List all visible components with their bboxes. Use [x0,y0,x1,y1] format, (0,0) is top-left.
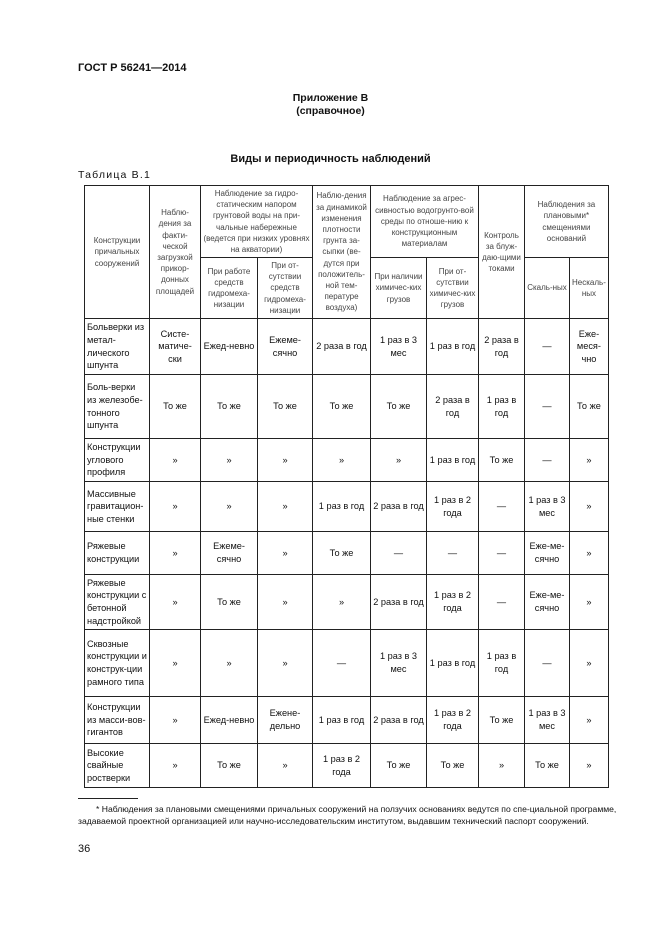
cell: То же [427,744,479,788]
row-name: Конструкции углового профиля [85,439,150,482]
row-name: Больверки из метал-лического шпунта [85,319,150,375]
cell: То же [479,697,525,744]
table-row [85,575,609,630]
table-row [85,630,609,697]
cell: » [258,439,313,482]
cell: — [479,575,525,630]
header-chem-absent: При от-сутствии химичес-ких грузов [427,258,479,319]
cell: Еже-меся-чно [570,319,609,375]
cell: — [479,532,525,575]
table-row [85,439,609,482]
header-hydromech-off: При от-сутствии средств гидромеха-низации [258,258,313,319]
cell: » [201,482,258,532]
table-row [85,482,609,532]
header-load: Наблю-дения за факти-ческой загрузкой прикор-донных площадей [150,186,201,319]
cell: » [479,744,525,788]
cell: » [258,630,313,697]
cell: То же [313,375,371,439]
appendix-subtitle: (справочное) [296,105,365,117]
cell: — [525,375,570,439]
cell: 2 раза в год [479,319,525,375]
cell: » [570,630,609,697]
cell: » [313,439,371,482]
footnote-divider [78,798,138,799]
cell: » [201,630,258,697]
cell: 2 раза в год [371,575,427,630]
cell: То же [570,375,609,439]
header-chem-present: При наличии химичес-ких грузов [371,258,427,319]
cell: » [570,697,609,744]
cell: 1 раз в год [479,375,525,439]
cell: » [570,744,609,788]
cell: Ежед-невно [201,697,258,744]
table-label: Таблица В.1 [78,169,152,181]
header-density: Наблю-дения за динамикой изменения плотности грунта за-сыпки (ве-дутся при положитель-ной тем-пературе воздуха) [313,186,371,319]
row-name: Ряжевые конструкции [85,532,150,575]
table-row [85,744,609,788]
cell: Ежеме-сячно [201,532,258,575]
cell: То же [371,744,427,788]
header-structures: Конструкции причальных сооружений [85,186,150,319]
cell: 2 раза в год [427,375,479,439]
cell: 1 раз в 2 года [313,744,371,788]
cell: 1 раз в 3 мес [371,319,427,375]
cell: » [371,439,427,482]
cell: 1 раз в год [479,630,525,697]
cell: 1 раз в год [427,319,479,375]
cell: То же [201,575,258,630]
header-nonrock: Нескаль-ных [570,258,609,319]
cell: — [525,319,570,375]
cell: То же [313,532,371,575]
cell: 2 раза в год [371,482,427,532]
row-name: Сквозные конструкции и конструк-ции рамного типа [85,630,150,697]
cell: То же [150,375,201,439]
cell: 1 раз в 3 мес [525,697,570,744]
table-row [85,319,609,375]
cell: Ежед-невно [201,319,258,375]
row-name: Конструкции из масси-вов-гигантов [85,697,150,744]
cell: То же [525,744,570,788]
cell: 1 раз в год [427,439,479,482]
standard-header: ГОСТ Р 56241—2014 [78,62,187,74]
cell: 1 раз в 2 года [427,482,479,532]
cell: 1 раз в 3 мес [525,482,570,532]
cell: 2 раза в год [371,697,427,744]
cell: — [525,439,570,482]
row-name: Высокие свайные ростверки [85,744,150,788]
cell: » [150,697,201,744]
row-name: Боль-верки из железобе-тонного шпунта [85,375,150,439]
cell: » [258,482,313,532]
cell: То же [258,375,313,439]
cell: » [570,439,609,482]
cell: 1 раз в 3 мес [371,630,427,697]
table-title: Виды и периодичность наблюдений [230,153,431,165]
cell: То же [201,744,258,788]
page-number: 36 [78,843,91,855]
cell: 1 раз в 2 года [427,697,479,744]
row-name: Массивные гравитацион-ные стенки [85,482,150,532]
header-rock: Скаль-ных [525,258,570,319]
cell: » [150,630,201,697]
cell: » [258,575,313,630]
cell: 1 раз в год [427,630,479,697]
cell: 2 раза в год [313,319,371,375]
cell: » [201,439,258,482]
header-displacement: Наблюдения за плановыми* смещениями оснований [525,186,609,258]
cell: То же [201,375,258,439]
header-groundwater: Наблюдение за гидро-статическим напором грунтовой воды на при-чальные набережные (ведется при низких уровнях на акватории) [201,186,313,258]
appendix-heading [0,92,661,118]
table-row [85,697,609,744]
cell: » [570,532,609,575]
cell: Систе-матиче-ски [150,319,201,375]
cell: » [150,575,201,630]
cell: » [313,575,371,630]
row-name: Ряжевые конструкции с бетонной надстройкой [85,575,150,630]
cell: Ежене-дельно [258,697,313,744]
cell: » [258,744,313,788]
cell: 1 раз в год [313,697,371,744]
cell: — [525,630,570,697]
cell: Ежеме-сячно [258,319,313,375]
cell: » [258,532,313,575]
appendix-title: Приложение В [292,92,369,104]
header-aggressiveness: Наблюдение за агрес-сивностью водогрунто-вой среды по отноше-нию к конструкционным материалам [371,186,479,258]
cell: То же [479,439,525,482]
cell: — [479,482,525,532]
cell: 1 раз в год [313,482,371,532]
header-stray-currents: Контроль за блуж-даю-щими токами [479,186,525,319]
cell: » [570,482,609,532]
cell: » [150,744,201,788]
table-row [85,532,609,575]
cell: » [150,482,201,532]
cell: — [313,630,371,697]
table-row [85,375,609,439]
cell: — [371,532,427,575]
cell: » [150,439,201,482]
cell: » [150,532,201,575]
observations-table [84,185,609,788]
cell: Еже-ме-сячно [525,575,570,630]
cell: Еже-ме-сячно [525,532,570,575]
cell: 1 раз в 2 года [427,575,479,630]
cell: То же [371,375,427,439]
header-hydromech-on: При работе средств гидромеха-низации [201,258,258,319]
cell: — [427,532,479,575]
footnote: * Наблюдения за плановыми смещениями причальных сооружений на ползучих основаниях ведутся по спе-циальной программе, задаваемой проектной организацией или научно-исследовательским институтом, выдавшим технический паспорт сооружений. [78,804,617,827]
cell: » [570,575,609,630]
